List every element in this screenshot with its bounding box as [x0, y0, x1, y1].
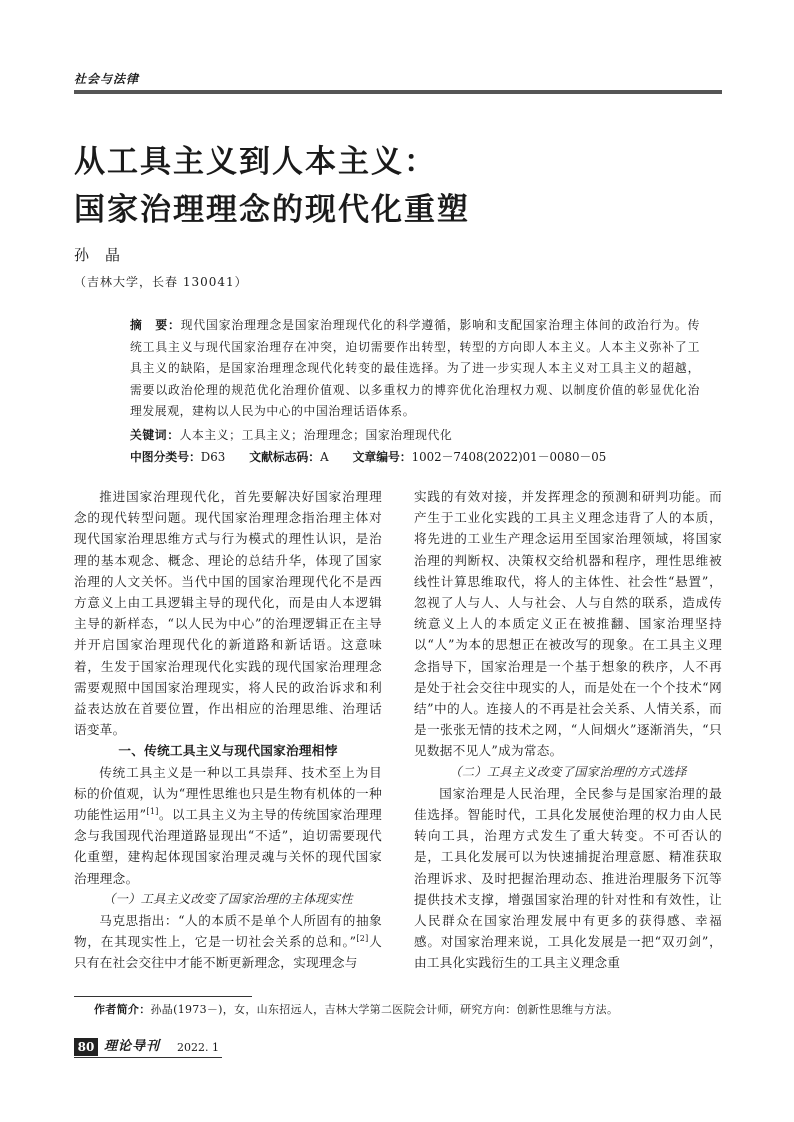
body-column-right: [414, 486, 722, 974]
page-number: 80: [74, 1038, 98, 1056]
header-rule: [74, 90, 722, 94]
paragraph-3: 国家治理是人民治理，全民参与是国家治理的最佳选择。智能时代，工具化发展使治理的权力由人民转向工具，治理方式发生了重大转变。不可否认的是，工具化发展可以为快速捕捉治理意愿、精准获取治理诉求、及时把握治理动态、推进治理服务下沉等提供技术支撑，增强国家治理的针对性和有效性，让人民群众在国家治理发展中有更多的获得感、幸福感。对国家治理来说，工具化发展是一把“双刃剑”，由工具化实践衍生的工具主义理念重: [414, 785, 722, 971]
classification-line: [130, 446, 710, 468]
keywords-text: 人本主义；工具主义；治理理念；国家治理现代化: [179, 428, 453, 442]
journal-issue: 2022. 1: [177, 1041, 219, 1054]
article-number-value: 1002－7408(2022)01－0080－05: [411, 450, 607, 464]
journal-name: 理论导刊: [104, 1039, 161, 1054]
article-title: [74, 138, 722, 234]
body-column-left: [74, 486, 382, 974]
paragraph-2: 马克思指出：“人的本质不是单个人所固有的抽象物，在其现实性上，它是一切社会关系的总和。”[2]人只有在社会交往中才能不断更新理念，实现理念与: [74, 913, 382, 971]
doc-code-label: 文献标志码：: [249, 450, 321, 464]
subsection-heading-2: （二）工具主义改变了国家治理的方式选择: [449, 764, 687, 779]
abstract-text: 现代国家治理理念是国家治理现代化的科学遵循，影响和支配国家治理主体间的政治行为。传统工具主义与现代国家治理存在冲突，迫切需要作出转型，转型的方向即人本主义。人本主义弥补了工具主义的缺陷，是国家治理理念现代化转变的最佳选择。为了进一步实现人本主义对工具主义的超越，需要以政治伦理的规范优化治理价值观、以多重权力的博弈优化治理权力观、以制度价值的彰显优化治理发展观，建构以人民为中心的中国治理话语体系。: [130, 318, 701, 418]
section-heading-1: 一、传统工具主义与现代国家治理相悖: [118, 743, 338, 759]
author-footnote: [94, 1002, 734, 1018]
citation-ref-1: [1]: [146, 806, 159, 816]
author-affiliation: （吉林大学，长春 130041）: [74, 275, 248, 289]
paragraph-2-continued: 实践的有效对接，并发挥理念的预测和研判功能。而产生于工业化实践的工具主义理念违背了人的本质，将先进的工业生产理念运用至国家治理领域，将国家治理的判断权、决策权交给机器和程序，理性思维被线性计算思维取代，将人的主体性、社会性“悬置”，忽视了人与人、人与社会、人与自然的联系，造成传统意义上人的本质定义正在被推翻、国家治理坚持以“人”为本的思想正在被改写的现象。在工具主义理念指导下，国家治理是一个基于想象的秩序，人不再是处于社会交往中现实的人，而是处在一个个技术“网结”中的人。连接人的不再是社会关系、人情关系，而是一张张无情的技术之网，“人间烟火”逐渐消失，“只见数据不见人”成为常态。: [414, 489, 722, 759]
article-number-label: 文章编号：: [352, 450, 412, 464]
footnote-rule: [74, 996, 252, 997]
section-label: 社会与法律: [74, 72, 140, 86]
intro-paragraph: 推进国家治理现代化，首先要解决好国家治理理念的现代转型问题。现代国家治理理念指治理主体对现代国家治理思维方式与行为模式的理性认识，是治理的基本观念、概念、理论的总结升华，体现了国家治理的人文关怀。当代中国的国家治理现代化不是西方意义上由工具逻辑主导的现代化，而是由人本逻辑主导的新样态，“以人民为中心”的治理逻辑正在主导并开启国家治理现代化的新道路和新话语。这意味着，生发于国家治理现代化实践的现代国家治理理念需要观照中国国家治理现实，将人民的政治诉求和利益表达放在首要位置，作出相应的治理思维、治理话语变革。: [74, 489, 382, 738]
clc-label: 中图分类号：: [130, 450, 201, 464]
abstract: [130, 315, 700, 423]
footnote-label: 作者简介：: [94, 1003, 151, 1016]
paragraph-1: 传统工具主义是一种以工具崇拜、技术至上为目标的价值观，认为“理性思维也只是生物有机体的一种功能性运用”[1]。以工具主义为主导的传统国家治理理念与我国现代治理道路显现出“不适”，迫切需要现代化重塑，建构起体现国家治理灵魂与关怀的现代国家治理理念。: [74, 764, 382, 886]
author-name: 孙晶: [74, 246, 137, 264]
clc-value: D63: [200, 450, 226, 464]
doc-code-value: A: [320, 450, 329, 464]
title-line-2: 国家治理理念的现代化重塑: [74, 192, 470, 228]
footer-rule: [74, 1057, 222, 1058]
keywords-label: 关键词：: [130, 428, 180, 442]
subsection-heading-1: （一）工具主义改变了国家治理的主体现实性: [103, 891, 353, 906]
citation-ref-2: [2]: [356, 934, 369, 944]
title-line-1: 从工具主义到人本主义：: [74, 144, 437, 180]
keywords: [130, 424, 700, 446]
footnote-text: 孙晶(1973－)，女，山东招远人，吉林大学第二医院会计师，研究方向：创新性思维与方法。: [150, 1003, 619, 1016]
abstract-label: 摘 要：: [130, 318, 181, 332]
